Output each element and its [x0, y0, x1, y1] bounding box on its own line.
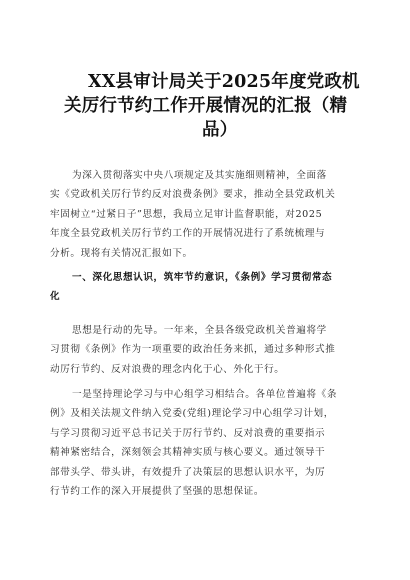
section-heading-1-line-1: 一、深化思想认识，筑牢节约意识，《条例》学习贯彻常态: [72, 272, 333, 283]
intro-line-5: 分析。现将有关情况汇报如下。: [50, 247, 193, 259]
intro-line-1: 为深入贯彻落实中央八项规定及其实施细则精神，全面落: [72, 170, 327, 181]
section-1-p2-line-4: 精神紧密结合，深刻领会其精神实质与核心要义。通过领导干: [50, 447, 326, 459]
intro-line-2: 实《党政机关厉行节约反对浪费条例》要求，推动全县党政机关: [50, 189, 336, 201]
section-1-p2-line-6: 行节约工作的深入开展提供了坚强的思想保证。: [50, 486, 265, 498]
section-1-paragraph-2: [50, 385, 370, 501]
title-line-1: XX县审计局关于2025年度党政机: [88, 72, 360, 92]
section-1-p2-line-5: 部带头学、带头讲，有效提升了决策层的思想认识水平，为厉: [50, 466, 326, 478]
intro-line-4: 年度全县党政机关厉行节约工作的开展情况进行了系统梳理与: [50, 228, 326, 240]
section-1-p2-line-3: 与学习贯彻习近平总书记关于厉行节约、反对浪费的重要指示: [50, 427, 326, 439]
section-heading-1-line-2: 化: [50, 291, 61, 303]
section-1-paragraph-1: [50, 321, 370, 379]
title-line-2: 关厉行节约工作开展情况的汇报（精: [64, 96, 348, 116]
section-1-p2-line-2: 例》及相关法规文件纳入党委(党组)理论学习中心组学习计划，: [50, 408, 334, 420]
section-1-p1-line-1: 思想是行动的先导。一年来，全县各级党政机关普遍将学: [72, 325, 327, 336]
section-1-p2-line-1: 一是坚持理论学习与中心组学习相结合。各单位普遍将《条: [72, 389, 338, 400]
title-line-3: 品）: [202, 120, 238, 140]
section-heading-1: [50, 268, 370, 307]
intro-paragraph: [50, 166, 370, 263]
section-1-p1-line-3: 动厉行节约、反对浪费的理念内化于心、外化于行。: [50, 363, 285, 375]
section-1-p1-line-2: 习贯彻《条例》作为一项重要的政治任务来抓，通过多种形式推: [50, 344, 336, 356]
intro-line-3: 牢固树立“过紧日子”思想，我局立足审计监督职能，对2025: [50, 208, 323, 220]
document-title: [64, 70, 386, 142]
